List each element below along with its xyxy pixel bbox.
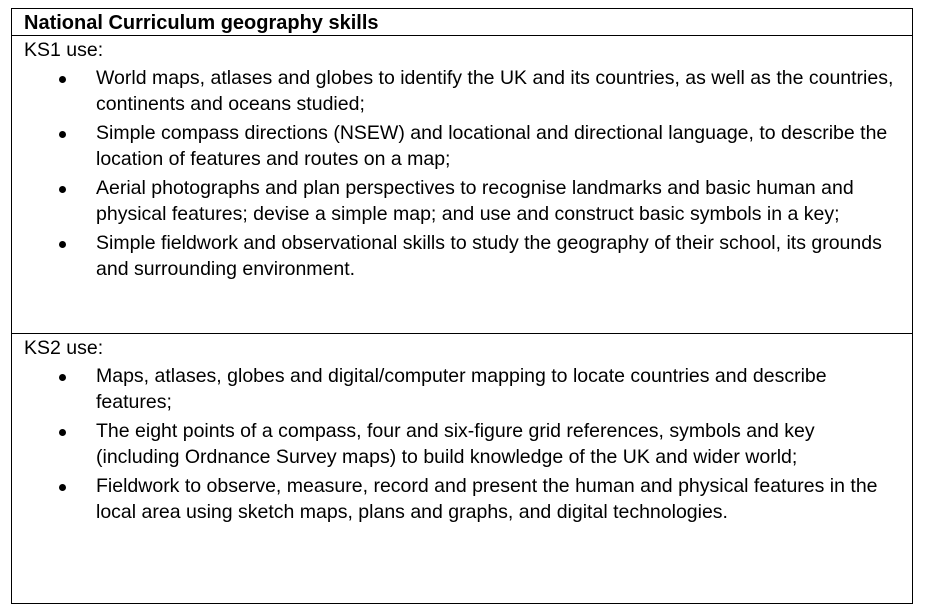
list-item-text: Aerial photographs and plan perspectives to recognise landmarks and basic human and physical features; devise a simple map; and use and construct basic symbols in a key; [96, 177, 854, 225]
bullet-icon [59, 186, 66, 193]
ks1-label: KS1 use: [24, 39, 104, 61]
ks2-bullet-list [12, 364, 912, 529]
list-item-text: Maps, atlases, globes and digital/computer mapping to locate countries and describe features; [96, 365, 827, 413]
list-item [12, 176, 912, 227]
list-item-text: Fieldwork to observe, measure, record and present the human and physical features in the local area using sketch maps, plans and graphs, and digital technologies. [96, 475, 878, 523]
bullet-icon [59, 241, 66, 248]
ks2-label: KS2 use: [24, 337, 104, 359]
list-item [12, 121, 912, 172]
bullet-icon [59, 131, 66, 138]
bullet-icon [59, 429, 66, 436]
list-item-text: Simple fieldwork and observational skills to study the geography of their school, its grounds and surrounding environment. [96, 232, 882, 280]
table-title: National Curriculum geography skills [24, 12, 379, 34]
list-item [12, 419, 912, 470]
bullet-icon [59, 76, 66, 83]
list-item-text: The eight points of a compass, four and six-figure grid references, symbols and key (including Ordnance Survey maps) to build knowledge of the UK and wider world; [96, 420, 815, 468]
ks1-bullet-list [12, 66, 912, 286]
ks2-section [12, 334, 912, 603]
bullet-icon [59, 484, 66, 491]
table-header-row [12, 9, 912, 36]
list-item [12, 474, 912, 525]
list-item [12, 364, 912, 415]
ks1-section [12, 36, 912, 334]
list-item [12, 66, 912, 117]
list-item [12, 231, 912, 282]
bullet-icon [59, 374, 66, 381]
list-item-text: Simple compass directions (NSEW) and locational and directional language, to describe the location of features and routes on a map; [96, 122, 888, 170]
list-item-text: World maps, atlases and globes to identify the UK and its countries, as well as the countries, continents and oceans studied; [96, 67, 894, 115]
curriculum-table [11, 8, 913, 604]
